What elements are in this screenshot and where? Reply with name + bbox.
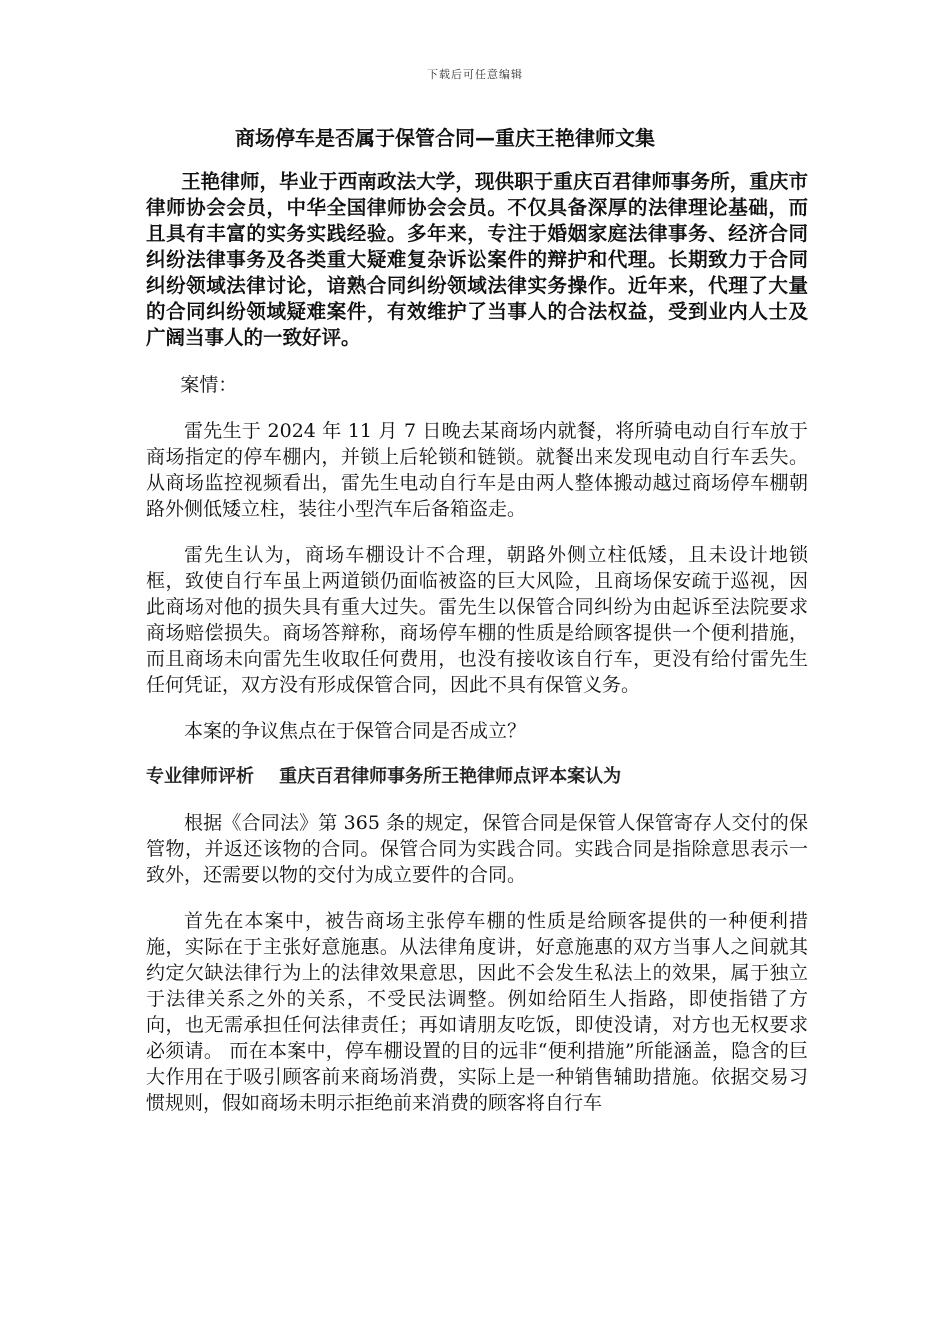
case-label: 案情： [180,374,238,396]
review-paragraph-1: 根据《合同法》第 365 条的规定，保管合同是保管人保管寄存人交付的保管物，并返还该物的合同。保管合同为实践合同。实践合同是指除意思表示一致外，还需要以物的交付为成立要件的合同。 [146,812,808,886]
review-heading-left: 专业律师评析 [146,766,254,787]
review-heading-right: 重庆百君律师事务所王艳律师点评本案认为 [279,766,622,787]
case-paragraph-1: 雷先生于 2024 年 11 月 7 日晚去某商场内就餐，将所骑电动自行车放于商场指定的停车棚内，并锁上后轮锁和链锁。就餐出来发现电动自行车丢失。从商场监控视频看出，雷先生电动自行车是由两人整体搬动越过商场停车棚朝路外侧低矮立柱，装往小型汽车后备箱盗走。 [146,420,808,520]
header-note: 下载后可任意编辑 [427,68,523,81]
document-body [146,169,808,1116]
lawyer-bio-paragraph: 王艳律师，毕业于西南政法大学，现供职于重庆百君律师事务所，重庆市律师协会会员，中华全国律师协会会员。不仅具备深厚的法律理论基础，而且具有丰富的实务实践经验。多年来，专注于婚姻家庭法律事务、经济合同纠纷法律事务及各类重大疑难复杂诉讼案件的辩护和代理。长期致力于合同纠纷领域法律讨论，谙熟合同纠纷领域法律实务操作。近年来，代理了大量的合同纠纷领域疑难案件，有效维护了当事人的合法权益，受到业内人士及广阔当事人的一致好评。 [146,170,808,349]
dispute-focus: 本案的争议焦点在于保管合同是否成立？ [184,720,527,742]
review-heading [146,764,808,790]
document-title: 商场停车是否属于保管合同—重庆王艳律师文集 [235,126,655,150]
review-paragraph-2: 首先在本案中，被告商场主张停车棚的性质是给顾客提供的一种便利措施，实际在于主张好意施惠。从法律角度讲，好意施惠的双方当事人之间就其约定欠缺法律行为上的法律效果意思，因此不会发生私法上的效果，属于独立于法律关系之外的关系，不受民法调整。例如给陌生人指路，即使指错了方向，也无需承担任何法律责任；再如请朋友吃饭，即使没请，对方也无权要求必须请。 而在本案中，停车棚设置的目的远非“便利措施”所能涵盖，隐含的巨大作用在于吸引顾客前来商场消费，实际上是一种销售辅助措施。依据交易习惯规则，假如商场未明示拒绝前来消费的顾客将自行车 [146,910,808,1114]
case-paragraph-2: 雷先生认为，商场车棚设计不合理，朝路外侧立柱低矮，且未设计地锁框，致使自行车虽上两道锁仍面临被盗的巨大风险，且商场保安疏于巡视，因此商场对他的损失具有重大过失。雷先生以保管合同纠纷为由起诉至法院要求商场赔偿损失。商场答辩称，商场停车棚的性质是给顾客提供一个便利措施，而且商场未向雷先生收取任何费用，也没有接收该自行车，更没有给付雷先生任何凭证，双方没有形成保管合同，因此不具有保管义务。 [146,544,808,696]
